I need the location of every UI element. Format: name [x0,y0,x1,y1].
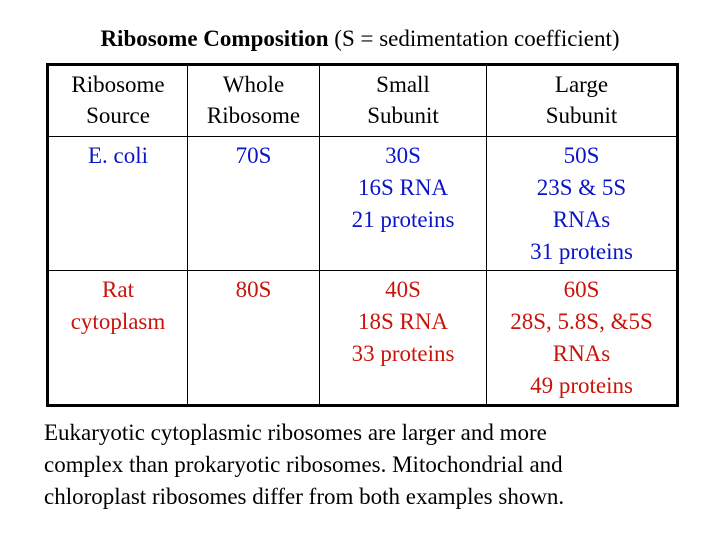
table-row-ecoli [48,137,678,271]
cell-text: 21 proteins [351,207,455,232]
header-text: Whole [222,72,285,97]
cell-text: 70S [235,143,272,168]
cell-text: 31 proteins [530,239,633,264]
header-text: Ribosome [206,103,301,128]
header-large [487,65,678,137]
cell-source [48,137,188,271]
header-text: Subunit [367,103,439,128]
ribosome-table [46,63,679,407]
cell-text: 60S [563,277,600,302]
cell-text: 23S & 5S [536,175,627,200]
cell-source [48,271,188,406]
description-paragraph [44,417,704,513]
cell-text: Rat [102,277,134,302]
description-line: complex than prokaryotic ribosomes. Mitochondrial and [44,452,563,477]
header-text: Source [86,103,150,128]
description-line: Eukaryotic cytoplasmic ribosomes are larger and more [44,420,547,445]
header-text: Large [554,72,609,97]
cell-text: E. coli [87,143,149,168]
cell-large [487,137,678,271]
cell-whole [188,137,320,271]
title-rest: (S = sedimentation coefficient) [328,26,620,51]
cell-text: 28S, 5.8S, &5S [510,309,653,334]
header-source [48,65,188,137]
cell-text: 40S [385,277,421,302]
cell-small [320,271,487,406]
cell-large [487,271,678,406]
header-text: Ribosome [71,72,165,97]
cell-whole [188,271,320,406]
cell-text: RNAs [552,341,611,366]
header-text: Small [376,72,430,97]
cell-text: 18S RNA [357,309,449,334]
cell-text: 49 proteins [530,373,633,398]
slide-title [0,22,720,56]
cell-text: RNAs [552,207,611,232]
description-line: chloroplast ribosomes differ from both examples shown. [44,484,565,509]
cell-text: 33 proteins [351,341,455,366]
cell-text: 30S [385,143,421,168]
header-small [320,65,487,137]
title-bold: Ribosome Composition [100,26,329,51]
cell-small [320,137,487,271]
header-text: Subunit [545,103,618,128]
cell-text: 80S [235,277,272,302]
header-whole [188,65,320,137]
cell-text: 50S [563,143,600,168]
table-header-row [48,65,678,137]
cell-text: 16S RNA [357,175,449,200]
cell-text: cytoplasm [70,309,166,334]
table-row-rat [48,271,678,406]
